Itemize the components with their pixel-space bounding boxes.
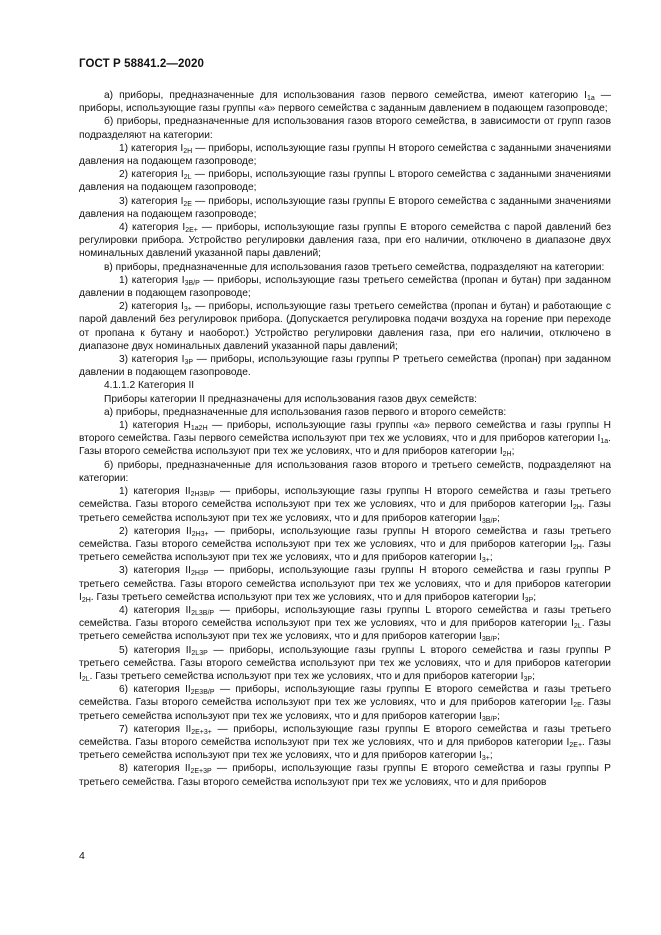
text-run: 4) категория I xyxy=(119,222,186,234)
text-run: ; xyxy=(497,710,500,722)
text-run: — приборы, использующие газы группы Н второго семейства с заданными значениями давления на подающем газопроводе; xyxy=(79,142,612,168)
text-run: . Газы третьего семейства используют при тех же условиях, что и для приборов категории I xyxy=(79,736,611,762)
text-run: — приборы, использующие газы группы «а» первого семейства и газы группы Н второго семейства. Газы первого семейства используют при тех же условиях, что и для приборов категории I xyxy=(79,420,611,445)
text-run: — приборы, использующие газы группы Н второго семейства и газы третьего семейства. Газы второго семейства используют при тех же условиях, что и для приборов категории I xyxy=(79,486,611,511)
text-run: . Газы третьего семейства используют при тех же условиях, что и для приборов категории I xyxy=(90,591,525,603)
text-run: а) приборы, предназначенные для использования газов первого семейства, имеют категорию I xyxy=(104,90,587,101)
text-run: 4) категория II xyxy=(119,604,192,616)
subscript-index: 3+ xyxy=(481,755,490,763)
subscript-index: 2H xyxy=(81,596,91,604)
subscript-index: 2E+3P xyxy=(190,768,212,776)
subscript-index: 3P xyxy=(523,675,533,683)
paragraph xyxy=(79,89,611,115)
subscript-index: 3P xyxy=(184,359,194,367)
text-run: ; xyxy=(497,512,500,524)
paragraph xyxy=(79,564,611,604)
subscript-index: 1a xyxy=(600,438,609,446)
paragraph xyxy=(79,525,611,565)
subscript-index: 2H3+ xyxy=(191,530,209,538)
paragraph xyxy=(79,393,611,406)
text-run: . Газы третьего семейства используют при тех же условиях, что и для приборов категории I xyxy=(79,618,611,643)
text-run: 1) категория I xyxy=(119,274,185,286)
text-run: 3) категория I xyxy=(119,195,184,207)
text-run: . Газы третьего семейства используют при тех же условиях, что и для приборов категории I xyxy=(89,670,524,682)
page-number: 4 xyxy=(79,850,85,862)
subscript-index: 1a xyxy=(586,95,595,102)
subscript-index: 2L xyxy=(81,675,90,683)
paragraph xyxy=(79,406,611,419)
text-run: б) приборы, предназначенные для использования газов второго семейства, в зависимости от групп газов подразделяют на категории: xyxy=(79,116,611,141)
document-body xyxy=(79,89,611,789)
subscript-index: 2H xyxy=(502,451,512,459)
text-run: — приборы, использующие газы третьего семейства (пропан и бутан) и работающие с парой давлений без регулировок прибора. (Допускается регулировка подачи воздуха на горение при переходе от пропана к бутану и наоборот.) Устройство регулировки давления газа, при его наличии, отключено в диапазоне двух номинальных давлений указанной пары давлений; xyxy=(79,301,612,352)
text-run: — приборы, использующие газы группы Р третьего семейства (пропан) при заданном давлении в подающем газопроводе. xyxy=(79,354,611,379)
document-header: ГОСТ Р 58841.2—2020 xyxy=(79,58,204,70)
text-run: 1) категория I xyxy=(119,142,184,154)
paragraph xyxy=(79,723,611,763)
subscript-index: 2H xyxy=(572,543,582,551)
text-run: — приборы, использующие газы группы Н второго семейства и газы третьего семейства. Газы второго семейства используют при тех же условиях, что и для приборов категории I xyxy=(79,525,611,550)
text-run: Приборы категории II предназначены для использования газов двух семейств: xyxy=(104,393,477,405)
text-run: 5) категория II xyxy=(119,644,192,656)
text-run: . Газы второго семейства используют при тех же условиях, что и для приборов категории I xyxy=(79,433,611,458)
text-run: 4.1.1.2 Категория II xyxy=(104,380,195,392)
text-run: ; xyxy=(489,552,493,564)
text-run: . Газы третьего семейства используют при тех же условиях, что и для приборов категории I xyxy=(79,697,611,722)
text-run: — приборы, использующие газы группы Е второго семейства с парой давлений без регулировки прибора. Устройство регулировки давления газа, при его наличии, отключено в диапазоне двух номинальных давлений указанной пары давлений; xyxy=(79,222,611,260)
paragraph xyxy=(79,274,611,300)
subscript-index: 3B/P xyxy=(481,517,498,525)
paragraph xyxy=(79,221,611,261)
subscript-index: 2E3B/P xyxy=(190,689,215,697)
subscript-index: 2E xyxy=(183,200,192,208)
paragraph xyxy=(79,485,611,525)
subscript-index: 2H xyxy=(183,147,193,155)
paragraph xyxy=(79,419,611,459)
subscript-index: 3P xyxy=(524,596,534,604)
subscript-index: 3B/P xyxy=(481,715,498,723)
paragraph xyxy=(79,459,611,485)
text-run: 6) категория II xyxy=(119,684,191,696)
paragraph xyxy=(79,379,611,392)
paragraph xyxy=(79,644,611,684)
subscript-index: 2L xyxy=(183,174,192,182)
text-run: 1) категория II xyxy=(119,486,191,498)
text-run: 1) категория H xyxy=(119,420,191,432)
subscript-index: 2H3P xyxy=(190,570,209,578)
text-run: 8) категория II xyxy=(119,763,191,775)
text-run: ; xyxy=(533,591,537,603)
text-run: — приборы, использующие газы группы L второго семейства и газы группы Р третьего семейства. Газы второго семейства используют при тех же условиях, что и для приборов категории I xyxy=(79,644,611,682)
subscript-index: 2E+ xyxy=(569,741,583,749)
text-run: . Газы третьего семейства используют при тех же условиях, что и для приборов категории I xyxy=(79,499,611,524)
text-run: ; xyxy=(511,446,515,458)
text-run: в) приборы, предназначенные для использования газов третьего семейства, подразделяют на категории: xyxy=(104,261,605,273)
subscript-index: 3B/P xyxy=(184,279,200,287)
text-run: ; xyxy=(489,750,493,762)
text-run: — приборы, использующие газы группы Н второго семейства и газы группы Р третьего семейства. Газы второго семейства используют при тех же условиях, что и для приборов категории I xyxy=(79,565,611,603)
subscript-index: 3+ xyxy=(183,306,192,314)
text-run: 2) категория I xyxy=(119,169,184,181)
paragraph xyxy=(79,195,611,221)
text-run: 3) категория I xyxy=(119,354,185,366)
paragraph xyxy=(79,115,611,141)
text-run: — приборы, использующие газы группы Е второго семейства и газы третьего семейства. Газы второго семейства используют при тех же условиях, что и для приборов категории I xyxy=(79,723,611,748)
text-run: ; xyxy=(497,631,500,643)
paragraph xyxy=(79,762,611,788)
paragraph xyxy=(79,300,611,353)
text-run: 2) категория I xyxy=(119,301,184,313)
subscript-index: 2E xyxy=(573,702,582,710)
subscript-index: 2L xyxy=(573,623,582,631)
paragraph xyxy=(79,353,611,379)
subscript-index: 1a2H xyxy=(190,425,208,433)
text-run: — приборы, использующие газы третьего семейства (пропан и бутан) при заданном давлении в подающем газопроводе; xyxy=(79,274,612,300)
subscript-index: 2H xyxy=(572,504,582,512)
text-run: — приборы, использующие газы группы Е второго семейства и газы группы Р третьего семейства. Газы второго семейства используют при тех же условиях, что и для приборов xyxy=(79,763,611,788)
paragraph xyxy=(79,261,611,274)
text-run: . Газы третьего семейства используют при тех же условиях, что и для приборов категории I xyxy=(79,538,611,564)
paragraph xyxy=(79,604,611,644)
paragraph xyxy=(79,168,611,194)
text-run: ; xyxy=(532,670,535,682)
text-run: — приборы, использующие газы группы Е второго семейства и газы третьего семейства. Газы второго семейства используют при тех же условиях, что и для приборов категории I xyxy=(79,684,611,709)
text-run: — приборы, использующие газы группы «а» первого семейства с заданным давлением в подающем газопроводе; xyxy=(79,90,611,115)
subscript-index: 2E+3+ xyxy=(191,728,212,736)
subscript-index: 2L3P xyxy=(191,649,208,657)
subscript-index: 2E+ xyxy=(185,227,198,235)
subscript-index: 2L3B/P xyxy=(191,609,215,617)
paragraph xyxy=(79,142,611,168)
subscript-index: 3B/P xyxy=(481,636,498,644)
text-run: — приборы, использующие газы группы Е второго семейства с заданными значениями давления на подающем газопроводе; xyxy=(79,195,611,220)
subscript-index: 2H3B/P xyxy=(190,491,215,499)
text-run: а) приборы, предназначенные для использования газов первого и второго семейств: xyxy=(104,406,507,418)
text-run: б) приборы, предназначенные для использования газов второго и третьего семейств, подразделяют на категории: xyxy=(79,459,611,484)
text-run: — приборы, использующие газы группы L второго семейства и газы третьего семейства. Газы второго семейства используют при тех же условиях, что и для приборов категории I xyxy=(79,604,611,630)
text-run: 3) категория II xyxy=(119,565,191,577)
paragraph xyxy=(79,683,611,723)
text-run: 7) категория II xyxy=(119,723,192,735)
text-run: 2) категория II xyxy=(119,525,192,537)
subscript-index: 3+ xyxy=(481,557,490,565)
text-run: — приборы, использующие газы группы L второго семейства с заданными значениями давления на подающем газопроводе; xyxy=(79,169,612,194)
